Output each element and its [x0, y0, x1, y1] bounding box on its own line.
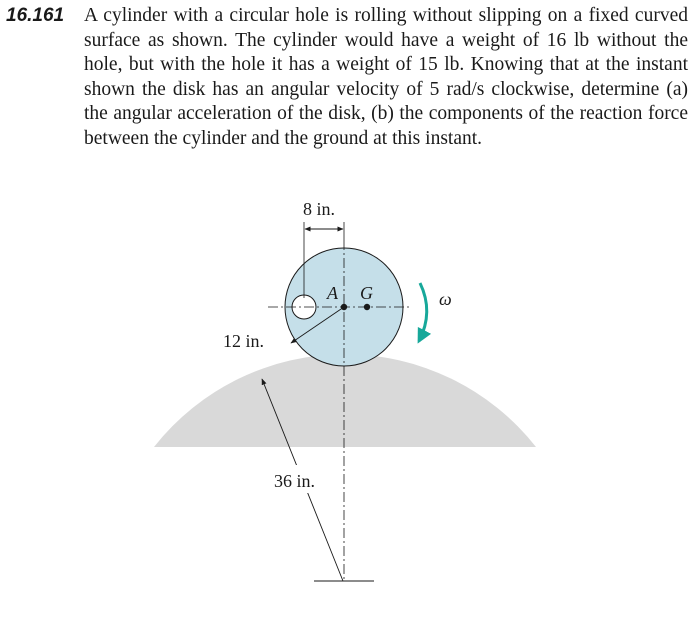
omega-label: ω — [439, 289, 452, 309]
surface-radius-label: 36 in. — [274, 471, 316, 491]
angular-velocity-arrow — [419, 283, 427, 341]
point-g — [364, 304, 370, 310]
problem-text: A cylinder with a circular hole is rolling without slipping on a fixed curved surface as shown. The cylinder would have a weight of 16 lb without the hole, but with the hole it has a weight of 15 lb. Knowing that at the instant shown the disk has an angular velocity of 5 rad/s clockwise, determine (a) the angular acceleration of the disk, (b) the components of the reaction force between the cylinder and the ground at this instant. — [84, 5, 688, 149]
point-g-label: G — [360, 283, 373, 303]
disk-radius-label: 12 in. — [223, 331, 265, 351]
point-a-label: A — [327, 283, 338, 303]
curved-surface — [154, 354, 536, 447]
offset-dimension-label: 8 in. — [303, 199, 336, 219]
problem-number: 16.161 — [6, 5, 65, 26]
